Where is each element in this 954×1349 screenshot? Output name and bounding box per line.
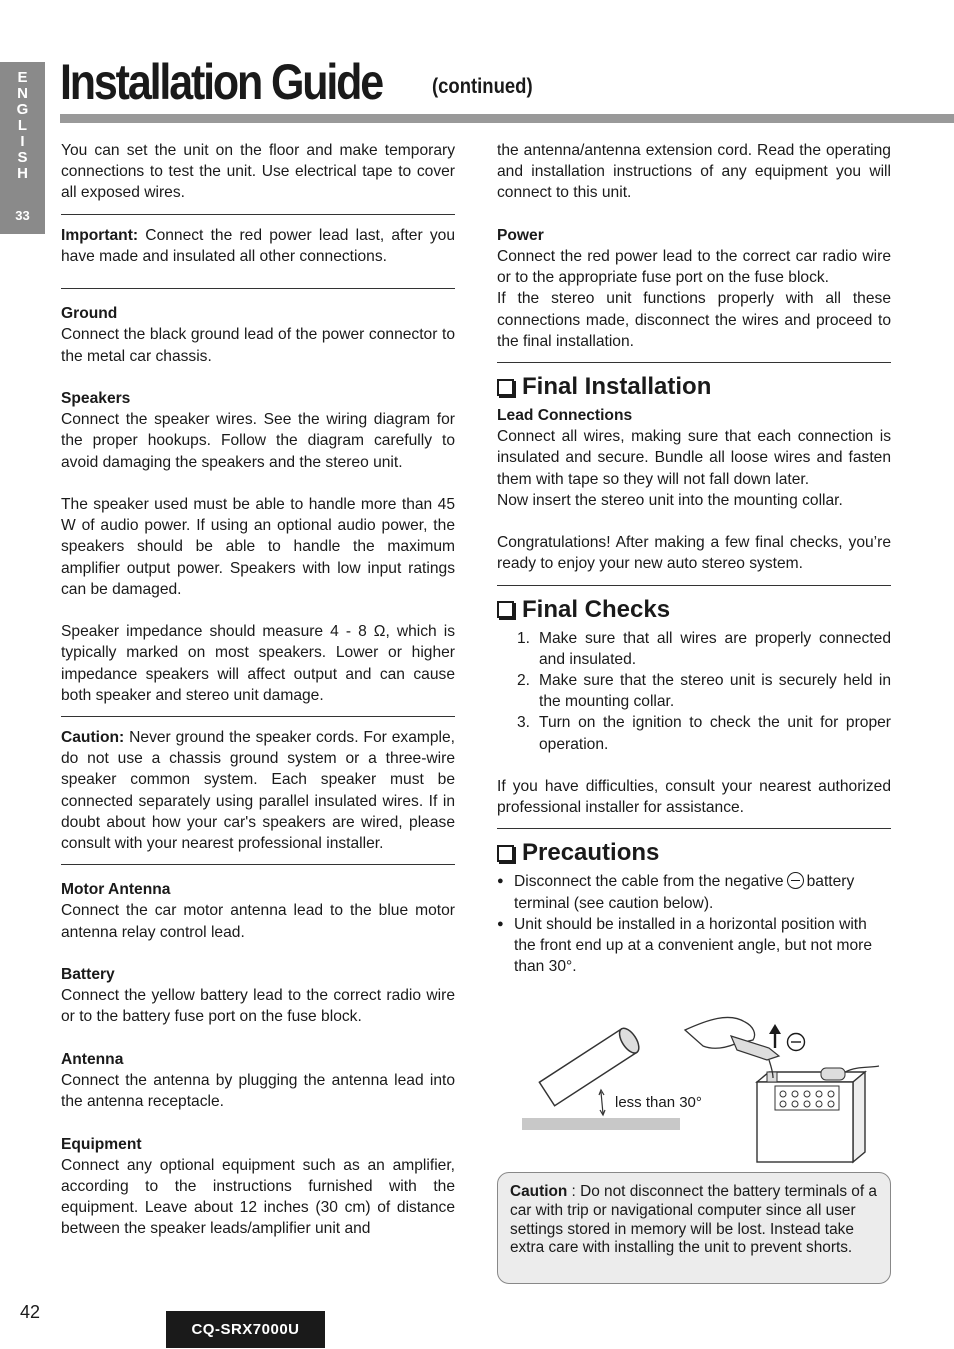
checkbox-icon (497, 601, 514, 618)
divider (61, 288, 455, 289)
divider (61, 864, 455, 865)
battery-heading: Battery (61, 966, 115, 984)
ground-heading: Ground (61, 305, 118, 323)
title-main: Installation Guide (60, 54, 383, 110)
precautions-list (497, 871, 891, 977)
battery-text: Connect the yellow battery lead to the correct radio wire or to the battery fuse port on the fuse block. (61, 987, 455, 1026)
equipment-heading: Equipment (61, 1135, 142, 1153)
left-column (61, 140, 455, 1240)
language-tab (0, 62, 45, 234)
important-note: Important: Connect the red power lead last, after you have made and insulated all other connections. (61, 226, 455, 265)
list-item: 1. Make sure that all wires are properly connected and insulated. (517, 629, 891, 668)
speakers-heading: Speakers (61, 390, 131, 407)
bullet-icon: ● (497, 917, 504, 930)
antenna-heading: Antenna (61, 1050, 124, 1068)
caution-note: Caution: Never ground the speaker cords. For example, do not use a chassis ground system or a three-wire speaker common system. Each speaker must be connected separately using parallel insulated wires. If in doubt about how your car's speakers are wired, please consult with your nearest professional installer. (61, 729, 455, 853)
lead-connections-text-2: Now insert the stereo unit into the mounting collar. (497, 491, 843, 509)
language-letters: E N G L I S H (16, 69, 29, 182)
final-checks-list (517, 628, 891, 755)
angle-arrow-icon (601, 1092, 603, 1114)
page-number: 42 (20, 1302, 41, 1322)
speakers-power-text: The speaker used must be able to handle more than 45 W of audio power. If using an optional audio power, the speakers should be able to handle the maximum amplifier output power. Speakers with low input ratings can be damaged. (61, 496, 455, 598)
speakers-impedance-text: Speaker impedance should measure 4 - 8 Ω, which is typically marked on most speakers. Lower or higher impedance speakers will affect output and can cause both speaker and stereo unit damage. (61, 623, 455, 704)
checkbox-icon (497, 379, 514, 396)
divider (497, 585, 891, 586)
speakers-text: Connect the speaker wires. See the wiring diagram for the proper hookups. Follow the diagram carefully to avoid damaging the speakers and the stereo unit. (61, 411, 455, 471)
list-item: ● Disconnect the cable from the negative battery terminal (see caution below). (497, 871, 891, 913)
list-item: ● Unit should be installed in a horizontal position with the front end up at a convenient angle, but not more than 30°. (497, 914, 891, 978)
equipment-text: Connect any optional equipment such as an amplifier, according to the instructions furnished with the equipment. Leave about 12 inches (30 cm) of distance between the speaker leads/amplifier unit and (61, 1156, 455, 1238)
title-continued: (continued) (432, 75, 533, 98)
model-badge: CQ-SRX7000U (166, 1311, 325, 1348)
ground-text: Connect the black ground lead of the power connector to the metal car chassis. (61, 326, 455, 365)
difficulties-text: If you have difficulties, consult your nearest authorized professional installer for assistance. (497, 778, 891, 817)
lead-connections-text: Connect all wires, making sure that each connection is insulated and secure. Bundle all loose wires and fasten them with tape so they will not fall down later. (497, 428, 891, 488)
title-divider (60, 114, 954, 123)
hand-disconnecting-cable-shape (685, 1017, 805, 1078)
battery-shape (757, 1066, 879, 1162)
caution-box-text: : Do not disconnect the battery terminals of a car with trip or navigational computer since all user settings stored in memory will be lost. Instead take extra care with installing the unit to prevent shorts. (510, 1183, 877, 1257)
intro-text: You can set the unit on the floor and make temporary connections to test the unit. Use electrical tape to cover all exposed wires. (61, 142, 455, 202)
motor-antenna-text: Connect the car motor antenna lead to the blue motor antenna relay control lead. (61, 902, 455, 941)
list-item: 2. Make sure that the stereo unit is securely held in the mounting collar. (517, 672, 891, 711)
power-text-2: If the stereo unit functions properly with all these connections made, disconnect the wires and proceed to the final installation. (497, 290, 891, 350)
final-installation-heading: Final Installation (497, 373, 891, 401)
right-column (497, 140, 891, 977)
power-text: Connect the red power lead to the correct car radio wire or to the appropriate fuse port on the fuse block. (497, 248, 891, 287)
checkbox-icon (497, 845, 514, 862)
installation-angle-illustration (517, 1000, 887, 1168)
power-heading: Power (497, 226, 544, 244)
motor-antenna-heading: Motor Antenna (61, 881, 171, 899)
final-checks-heading: Final Checks (497, 596, 891, 624)
lead-connections-heading: Lead Connections (497, 407, 633, 425)
precautions-heading: Precautions (497, 839, 891, 867)
divider (61, 214, 455, 215)
equipment-continued-text: the antenna/antenna extension cord. Read the operating and installation instructions of any equipment you will connect to this unit. (497, 142, 891, 202)
page-title (60, 52, 533, 112)
shelf-shape (522, 1118, 680, 1130)
divider (497, 362, 891, 363)
divider (497, 828, 891, 829)
angle-label: less than 30° (615, 1094, 702, 1111)
divider (61, 716, 455, 717)
antenna-text: Connect the antenna by plugging the antenna lead into the antenna receptacle. (61, 1072, 455, 1111)
negative-terminal-icon (787, 872, 804, 889)
bullet-icon: ● (497, 875, 504, 888)
congratulations-text: Congratulations! After making a few final checks, you’re ready to enjoy your new auto stereo system. (497, 534, 891, 573)
caution-box (497, 1172, 891, 1284)
list-item: 3. Turn on the ignition to check the unit for proper operation. (517, 714, 891, 753)
caution-box-label: Caution (510, 1183, 568, 1200)
section-page-number: 33 (15, 208, 30, 223)
